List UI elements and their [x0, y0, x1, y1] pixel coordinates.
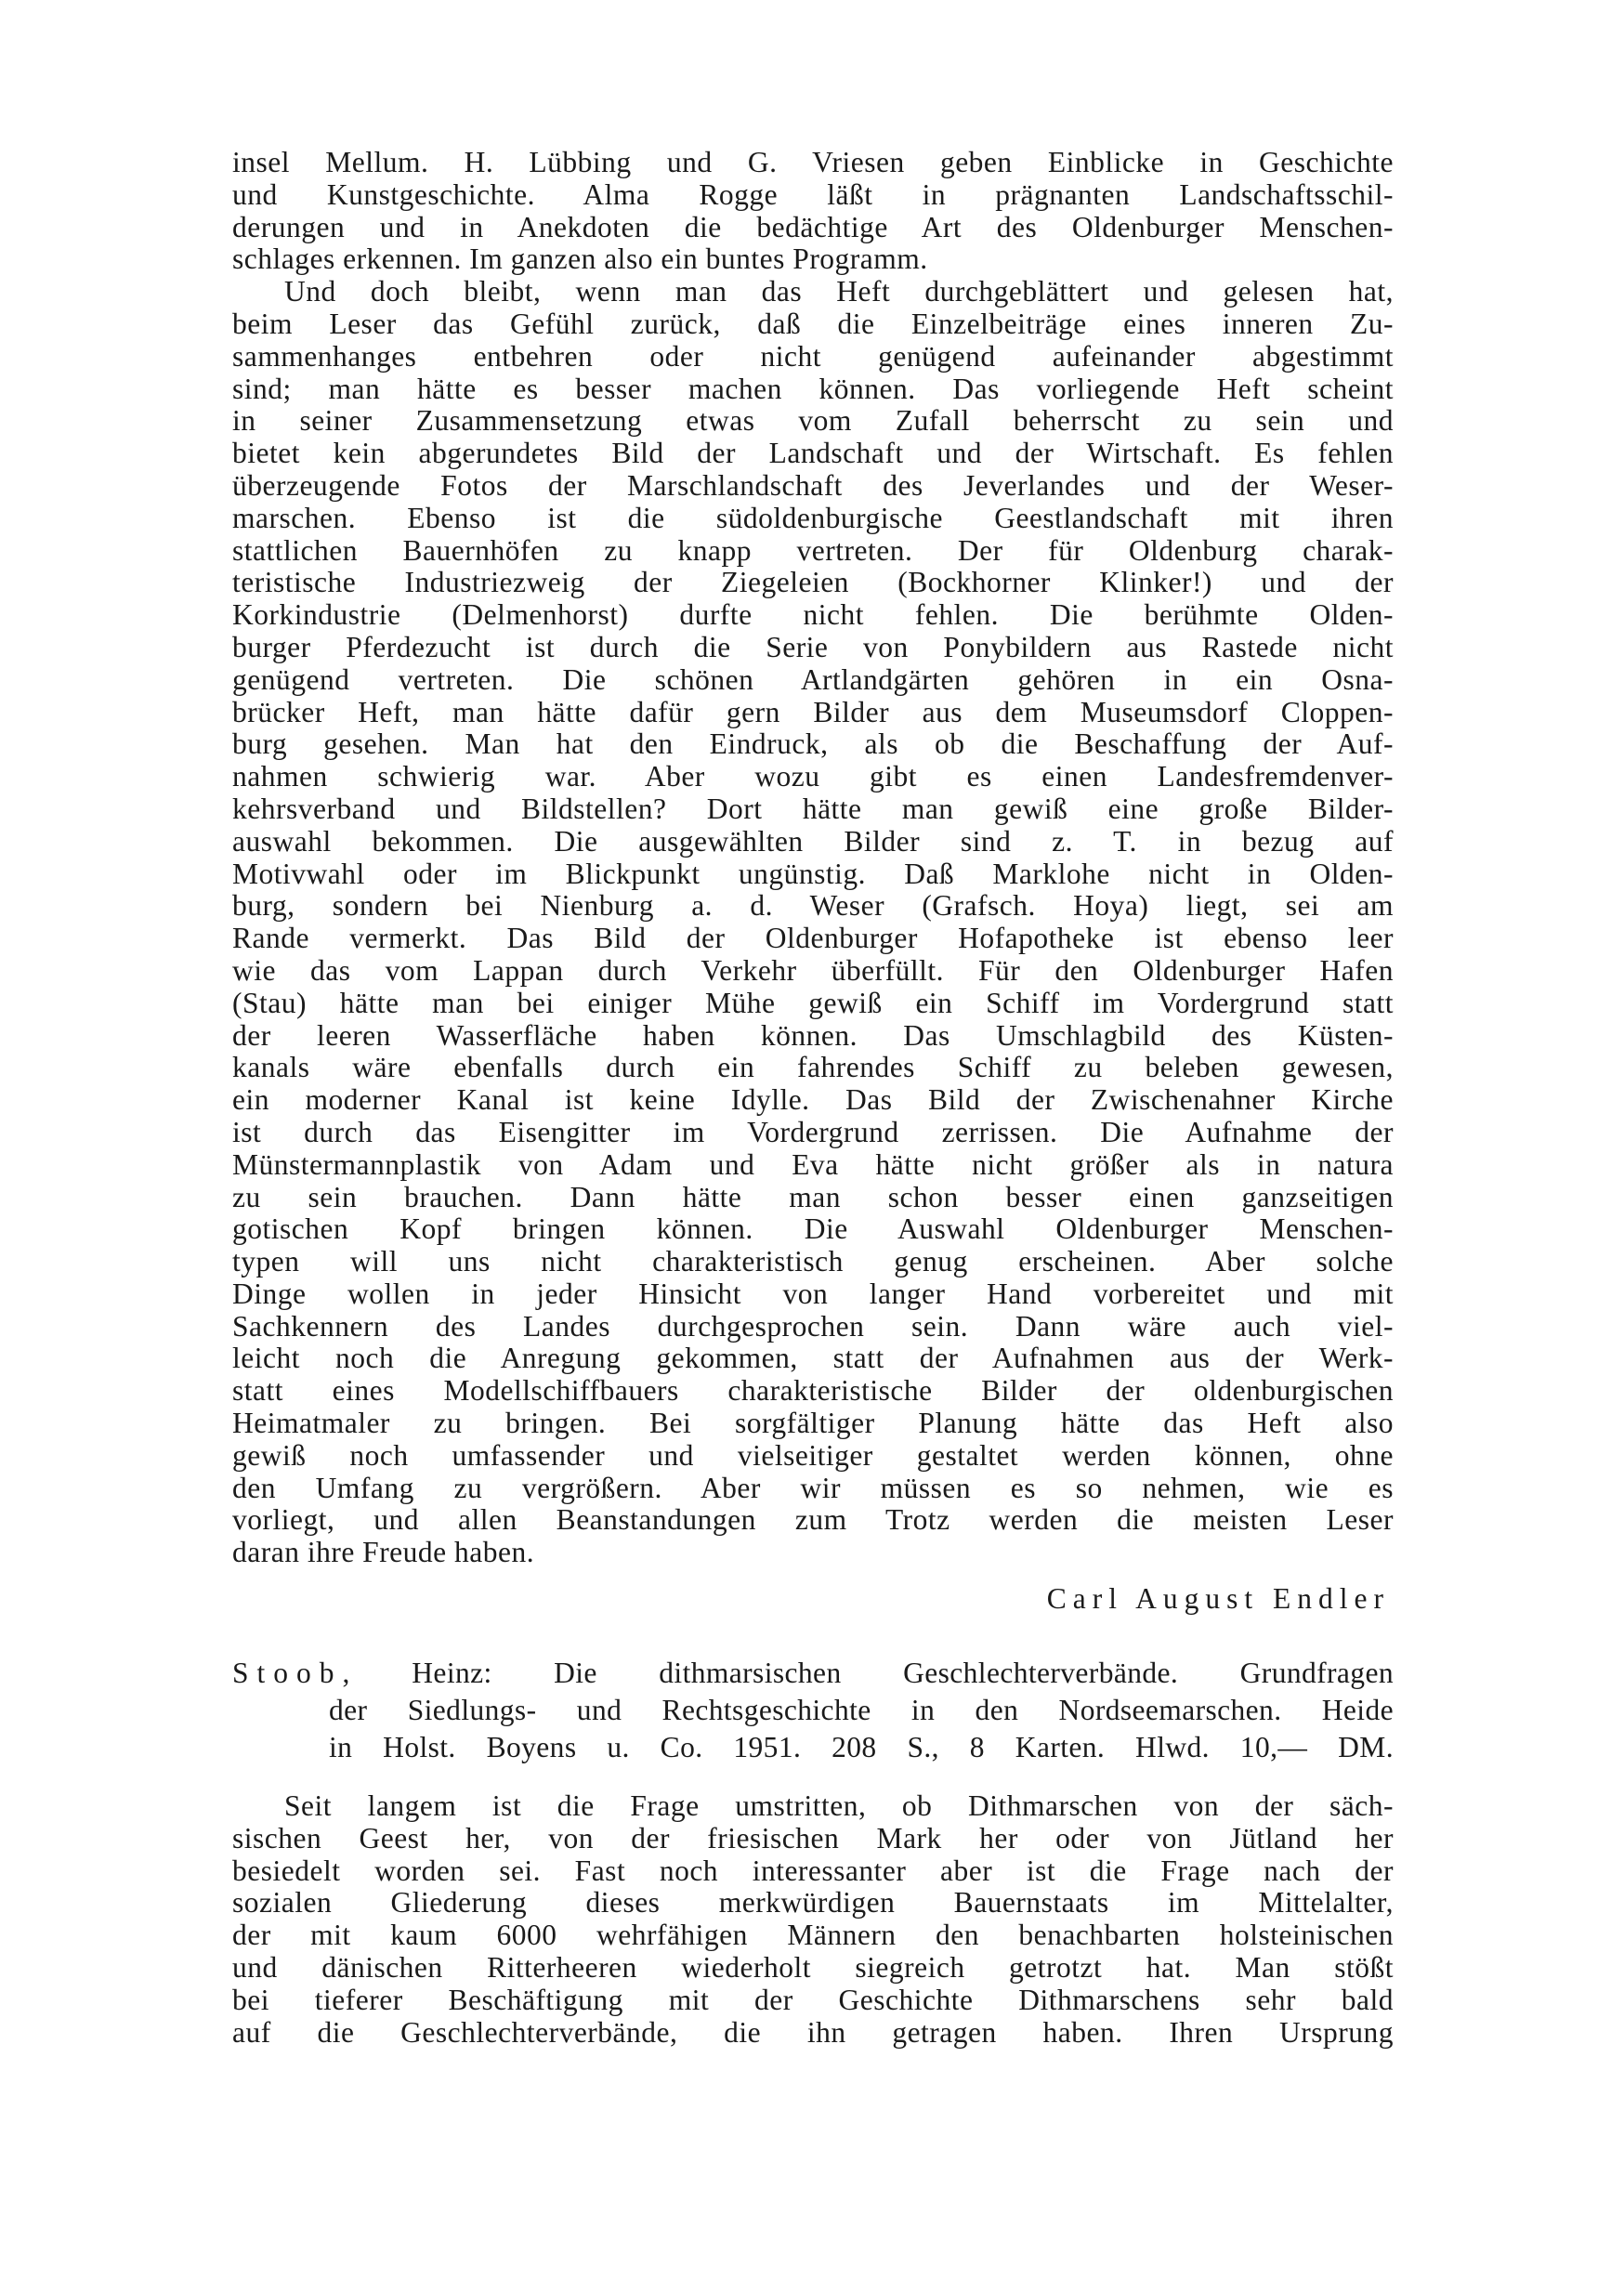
text-line: wie das vom Lappan durch Verkehr überfüllt. Für den Oldenburger Hafen: [232, 953, 1394, 987]
text-line: überzeugende Fotos der Marschlandschaft des Jeverlandes und der Weser-: [232, 468, 1394, 502]
text-line: nahmen schwierig war. Aber wozu gibt es einen Landesfremdenver-: [232, 760, 1394, 793]
text-line: sammenhanges entbehren oder nicht genügend aufeinander abgestimmt: [232, 339, 1394, 373]
text-line: leicht noch die Anregung gekommen, statt der Aufnahmen aus der Werk-: [232, 1342, 1394, 1375]
text-line: burg, sondern bei Nienburg a. d. Weser (Grafsch. Hoya) liegt, sei am: [232, 889, 1394, 923]
text-line: insel Mellum. H. Lübbing und G. Vriesen geben Einblicke in Geschichte: [232, 146, 1394, 178]
text-line: sozialen Gliederung dieses merkwürdigen Bauernstaats im Mittelalter,: [232, 1886, 1394, 1920]
text-line: ein moderner Kanal ist keine Idylle. Das Bild der Zwischenahner Kirche: [232, 1083, 1394, 1117]
text-line: stattlichen Bauernhöfen zu knapp vertreten. Der für Oldenburg charak-: [232, 533, 1394, 567]
text-line: und dänischen Ritterheeren wiederholt siegreich getrotzt hat. Man stößt: [232, 1951, 1394, 1985]
text-line: sischen Geest her, von der friesischen Mark her oder von Jütland her: [232, 1821, 1394, 1854]
text-line: Und doch bleibt, wenn man das Heft durchgeblättert und gelesen hat,: [284, 275, 1394, 308]
text-line: besiedelt worden sei. Fast noch interessanter aber ist die Frage nach der: [232, 1854, 1394, 1887]
text-line: und Kunstgeschichte. Alma Rogge läßt in prägnanten Landschaftsschil-: [232, 177, 1394, 211]
text-line: auswahl bekommen. Die ausgewählten Bilder sind z. T. in bezug auf: [232, 824, 1394, 858]
text-line: sind; man hätte es besser machen können. Das vorliegende Heft scheint: [232, 372, 1394, 405]
text-line: statt eines Modellschiffbauers charakteristische Bilder der oldenburgischen: [232, 1374, 1394, 1408]
text-line: kehrsverband und Bildstellen? Dort hätte man gewiß eine große Bilder-: [232, 792, 1394, 825]
review1-paragraph-1: [232, 147, 1394, 276]
heading-text: , Heinz: Die dithmarsischen Geschlechterverbände. Grundfragen: [342, 1657, 1394, 1690]
author-surname: Stoob: [232, 1657, 343, 1690]
text-line: genügend vertreten. Die schönen Artlandgärten gehören in ein Osna-: [232, 662, 1394, 696]
text-line: ist durch das Eisengitter im Vordergrund zerrissen. Die Aufnahme der: [232, 1115, 1394, 1148]
text-line: marschen. Ebenso ist die südoldenburgische Geestlandschaft mit ihren: [232, 501, 1394, 534]
text-line: typen will uns nicht charakteristisch genug erscheinen. Aber solche: [232, 1245, 1394, 1278]
text-line: Sachkennern des Landes durchgesprochen sein. Dann wäre auch viel-: [232, 1309, 1394, 1343]
text-line: bietet kein abgerundetes Bild der Landschaft und der Wirtschaft. Es fehlen: [232, 437, 1394, 470]
text-line: daran ihre Freude haben.: [232, 1536, 535, 1569]
review2-paragraph-1: [232, 1790, 1394, 2049]
text-line: derungen und in Anekdoten die bedächtige Art des Oldenburger Menschen-: [232, 210, 1394, 243]
text-line: gotischen Kopf bringen können. Die Auswahl Oldenburger Menschen-: [232, 1212, 1394, 1246]
reviewer-signature: Carl August Endler: [1046, 1582, 1390, 1616]
text-line: burger Pferdezucht ist durch die Serie von Ponybildern aus Rastede nicht: [232, 630, 1394, 663]
text-line: vorliegt, und allen Beanstandungen zum Trotz werden die meisten Leser: [232, 1503, 1394, 1537]
text-line: der leeren Wasserfläche haben können. Das Umschlagbild des Küsten-: [232, 1018, 1394, 1052]
text-line: gewiß noch umfassender und vielseitiger gestaltet werden können, ohne: [232, 1438, 1394, 1472]
text-line: auf die Geschlechterverbände, die ihn getragen haben. Ihren Ursprung: [232, 2015, 1394, 2049]
text-line: Motivwahl oder im Blickpunkt ungünstig. Daß Marklohe nicht in Olden-: [232, 857, 1394, 890]
text-line: in seiner Zusammensetzung etwas vom Zufall beherrscht zu sein und: [232, 404, 1394, 438]
review2-bibliographic-heading: [232, 1655, 1394, 1766]
text-line: zu sein brauchen. Dann hätte man schon besser einen ganzseitigen: [232, 1180, 1394, 1213]
text-line: schlages erkennen. Im ganzen also ein buntes Programm.: [232, 242, 928, 276]
text-line: beim Leser das Gefühl zurück, daß die Einzelbeiträge eines inneren Zu-: [232, 307, 1394, 340]
heading-line: [232, 1655, 1394, 1692]
document-page: [232, 147, 1394, 2049]
text-line: Münstermannplastik von Adam und Eva hätte nicht größer als in natura: [232, 1147, 1394, 1181]
text-line: burg gesehen. Man hat den Eindruck, als ob die Beschaffung der Auf-: [232, 727, 1394, 761]
text-line: bei tieferer Beschäftigung mit der Geschichte Dithmarschens sehr bald: [232, 1983, 1394, 2016]
text-line: der mit kaum 6000 wehrfähigen Männern den benachbarten holsteinischen: [232, 1919, 1394, 1952]
text-line: brücker Heft, man hätte dafür gern Bilder aus dem Museumsdorf Cloppen-: [232, 695, 1394, 728]
text-line: kanals wäre ebenfalls durch ein fahrendes Schiff zu beleben gewesen,: [232, 1051, 1394, 1084]
heading-line: in Holst. Boyens u. Co. 1951. 208 S., 8 Karten. Hlwd. 10,— DM.: [329, 1731, 1394, 1764]
text-line: Heimatmaler zu bringen. Bei sorgfältiger Planung hätte das Heft also: [232, 1407, 1394, 1440]
text-line: Rande vermerkt. Das Bild der Oldenburger Hofapotheke ist ebenso leer: [232, 922, 1394, 955]
text-line: Dinge wollen in jeder Hinsicht von langer Hand vorbereitet und mit: [232, 1277, 1394, 1310]
text-line: (Stau) hätte man bei einiger Mühe gewiß ein Schiff im Vordergrund statt: [232, 986, 1394, 1019]
heading-line: der Siedlungs- und Rechtsgeschichte in den Nordseemarschen. Heide: [329, 1694, 1394, 1727]
text-line: teristische Industriezweig der Ziegeleien (Bockhorner Klinker!) und der: [232, 566, 1394, 599]
review1-paragraph-2: [232, 276, 1394, 1569]
text-line: den Umfang zu vergrößern. Aber wir müssen es so nehmen, wie es: [232, 1471, 1394, 1504]
text-line: Seit langem ist die Frage umstritten, ob Dithmarschen von der säch-: [284, 1789, 1394, 1823]
text-line: Korkindustrie (Delmenhorst) durfte nicht fehlen. Die berühmte Olden-: [232, 598, 1394, 632]
